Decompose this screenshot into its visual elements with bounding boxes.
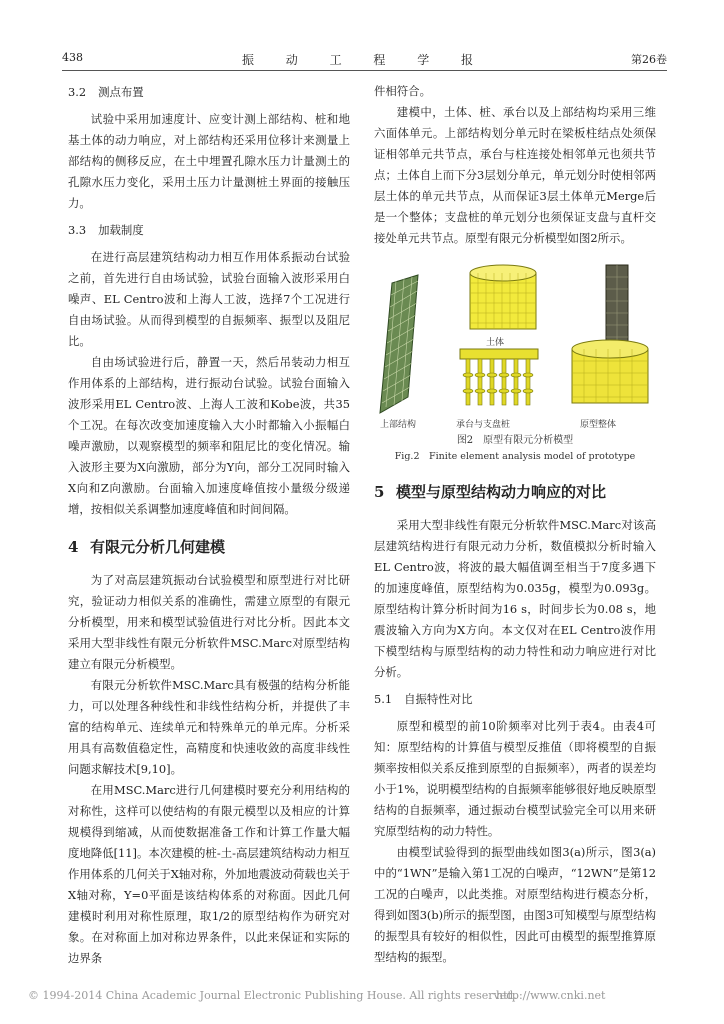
section-number: 5 [374,483,385,501]
paragraph: 建模中，土体、桩、承台以及上部结构均采用三维六面体单元。上部结构划分单元时在梁板柱结点处须保证相邻单元共节点，承台与柱连接处相邻单元也须共节点；土体自上而下分3层划分单元，单元划分时使相邻两层土体的单元共节点，从而保证3层土体单元Merge后是一个整体；支盘桩的单元划分也须保证支盘与直杆交接处单元共节点。原型有限元分析模型如图2所示。 [374,105,656,245]
footer-url: http://www.cnki.net [496,989,606,1002]
section-title: 自振特性对比 [404,692,473,706]
paragraph: 原型和模型的前10阶频率对比列于表4。由表4可知：原型结构的计算值与模型反推值（即将模型的自振频率按相似关系反推到原型的自振频率），两者的误差均小于1%，说明模型结构的自振频率能够很好地反映原型结构的自振频率，通过振动台模型试验完全可以用来研究原型结构的动力特性。 [374,719,656,838]
section-title: 有限元分析几何建模 [90,538,226,556]
header-rule [62,70,667,71]
section-number: 3.3 [68,223,87,237]
right-column [374,81,656,968]
section-title: 加载制度 [98,223,144,237]
label-superstructure: 上部结构 [380,420,417,430]
superstructure-mesh [380,275,418,413]
volume-label: 第26卷 [631,53,667,66]
page-header [62,51,667,67]
figure-caption-cn: 图2 原型有限元分析模型 [456,435,574,446]
section-5-1-heading [374,689,656,710]
paragraph: 自由场试验进行后，静置一天，然后吊装动力相互作用体系的上部结构，进行振动台试验。试验台面输入波形采用EL Centro波、上海人工波和Kobe波，共35个工况。在每次改变加速度输入大小时都输入小振幅白噪声激励，以观察模型的频率和阻尼比的变化情况。输入波形主要为X向激励，部分为Y向，部分工况同时输入X向和Z向激励。台面输入加速度峰值按小量级分级递增，按相似关系调整加速度峰值和时间间隔。 [68,355,350,516]
journal-title: 振 动 工 程 学 报 [241,53,488,67]
paragraph: 由模型试验得到的振型曲线如图3(a)所示，图3(a)中的“1WN”是输入第1工况的白噪声，“12WN”是第12工况的白噪声，以此类推。对原型结构进行模态分析，得到如图3(b)所示的振型图，由图3可知模型与原型结构的振型具有较好的相似性，因此可由模型的振型推算原型结构的振型。 [374,845,656,964]
left-column [68,82,350,969]
figure-2 [374,257,654,433]
soil-mesh [470,265,536,329]
section-5-heading [374,479,656,505]
paragraph: 在用MSC.Marc进行几何建模时要充分利用结构的对称性，这样可以使结构的有限元模型以及相应的计算规模得到缩减，从而使数据准备工作和计算工作量大幅度地降低[11]。本次建模的桩-土-高层建筑结构动力相互作用体系的几何关于X轴对称，外加地震波动荷载也关于X轴对称，Y=0平面是该结构体系的对称面。因此几何建模时利用对称性原理，取1/2的原型结构作为研究对象。在对称面上加对称边界条件，以此来保证和实际的边界条 [68,783,350,965]
label-soil: 土体 [486,338,505,348]
paragraph: 在进行高层建筑结构动力相互作用体系振动台试验之前，首先进行自由场试验，试验台面输入波形采用白噪声、EL Centro波和上海人工波，选择7个工况进行自由场试验。从而得到模型的自振频率、振型以及阻尼比。 [68,250,350,348]
page-number: 438 [62,51,83,64]
paragraph: 采用大型非线性有限元分析软件MSC.Marc对该高层建筑结构进行有限元动力分析，数值模拟分析时输入EL Centro波，将波的最大幅值调至相当于7度多遇下的加速度峰值，原型结构为0.035g，模型为0.093g。原型结构计算分析时间为16 s，时间步长为0.08 s，地震波输入方向为X方向。本文仅对在EL Centro波作用下模型结构与原型结构的动力特性和动力响应进行对比分析。 [374,518,656,679]
paragraph: 有限元分析软件MSC.Marc具有极强的结构分析能力，可以处理各种线性和非线性结构分析，并提供了丰富的结构单元、连续单元和特殊单元的单元库。分析采用具有高数值稳定性，高精度和快速收敛的高度非线性问题求解技术[9,10]。 [68,678,350,776]
pile-cap-mesh [460,349,538,405]
figure-caption-en: Fig.2 Finite element analysis model of prototype [394,451,636,462]
section-3-3-heading [68,220,350,241]
paragraph: 件相符合。 [374,84,431,98]
section-3-2-heading [68,82,350,103]
paragraph: 试验中采用加速度计、应变计测上部结构、桩和地基土体的动力响应，对上部结构还采用位移计来测量上部结构的侧移反应，在土中埋置孔隙水压力计量测土的孔隙水压力变化，采用土压力计量测桩土界面的接触压力。 [68,112,350,210]
section-title: 测点布置 [98,85,144,99]
prototype-mesh [572,265,648,403]
section-4-heading [68,534,350,560]
section-number: 4 [68,538,79,556]
section-number: 3.2 [68,85,87,99]
section-number: 5.1 [374,692,393,706]
section-title: 模型与原型结构动力响应的对比 [396,483,607,501]
fem-model-figure [374,257,654,433]
copyright-notice: © 1994-2014 China Academic Journal Electronic Publishing House. All rights reserved. [28,989,517,1002]
label-pile: 承台与支盘桩 [456,420,511,430]
paragraph: 为了对高层建筑振动台试验模型和原型进行对比研究，验证动力相似关系的准确性，需建立原型的有限元分析模型，用来和模型试验值进行对比分析。因此本文采用大型非线性有限元分析软件MSC.Marc对原型结构建立有限元分析模型。 [68,573,350,671]
label-prototype: 原型整体 [580,420,617,430]
